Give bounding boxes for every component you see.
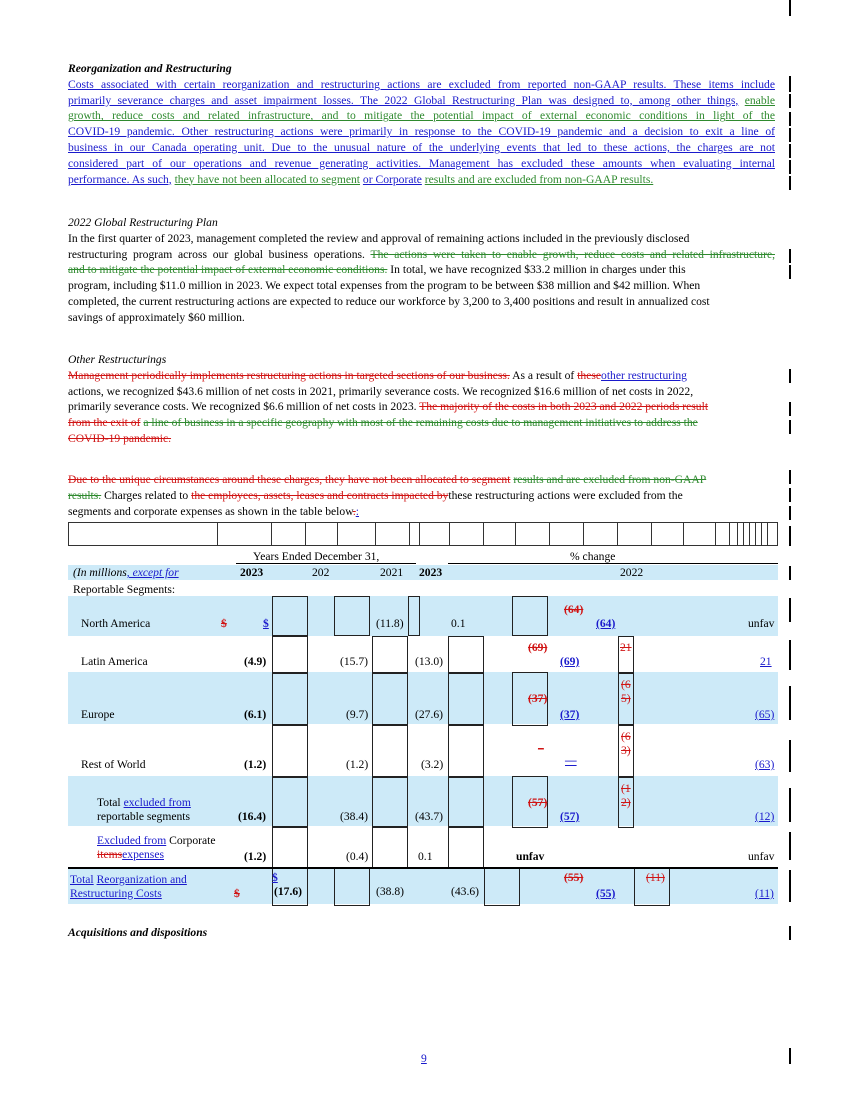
other-line: from the exit of a line of business in a specific geography with most of the remaining costs due to management initiatives to address the xyxy=(68,416,698,430)
change-bar xyxy=(789,369,791,383)
reorg-line: growth, reduce costs and related infrastructure, and to mitigate the potential impact of external economic conditions in light of the xyxy=(68,109,775,123)
table-cell xyxy=(372,776,408,828)
cell-value: (37) xyxy=(528,692,548,705)
row-label: Rest of World xyxy=(81,758,146,771)
change-bar xyxy=(789,420,791,434)
cell-value: (6.1) xyxy=(244,708,267,721)
unique-line: results. Charges related to the employees, assets, leases and contracts impacted bythese restructuring actions were excluded from the xyxy=(68,488,683,502)
cell-value: (3.2) xyxy=(421,758,444,771)
cell-value: $ xyxy=(221,617,227,630)
reorg-line: COVID-19 pandemic. Other restructuring actions were primarily in response to the COVID-19 pandemic and a decision to exit a line of xyxy=(68,125,775,139)
cell-value: 21 xyxy=(620,641,632,654)
pct-header: % change xyxy=(570,550,616,563)
plan-line: program, including $11.0 million in 2023. We expect total expenses from the program to be between $38 million and $42 million. When xyxy=(68,279,701,293)
table-cell xyxy=(272,724,308,778)
change-bar xyxy=(789,566,791,580)
row-label: Total Reorganization and xyxy=(70,873,187,886)
units-label: (In millions, except for xyxy=(73,566,179,579)
page-number: 9 xyxy=(421,1052,427,1065)
other-line: primarily severance costs. We recognized $6.6 million of net costs in 2023. The majority of the costs in both 2023 and 2022 periods result xyxy=(68,400,709,414)
other-heading: Other Restructurings xyxy=(68,353,167,366)
cell-value: (27.6) xyxy=(415,708,444,721)
col-2022: 2022 xyxy=(620,566,644,579)
change-bar xyxy=(789,249,791,263)
reorg-section xyxy=(68,61,775,187)
cell-value: (69) xyxy=(528,641,548,654)
plan-line: restructuring program across our global business operations. The actions were taken to enable growth, reduce costs and related infrastructure, xyxy=(68,247,775,261)
row-bg xyxy=(68,596,778,636)
cell-value: unfav xyxy=(748,850,775,863)
row-label: Total excluded from xyxy=(97,796,191,809)
reportable-label: Reportable Segments: xyxy=(73,583,176,596)
row-label: Excluded from Corporate xyxy=(97,834,216,847)
years-header: Years Ended December 31, xyxy=(253,550,380,563)
cell-value: 0.1 xyxy=(418,850,433,863)
cell-value: (38.4) xyxy=(340,810,369,823)
change-bar xyxy=(789,788,791,822)
cell-value: 3) xyxy=(621,744,631,757)
cell-value: (55) xyxy=(564,871,584,884)
cell-value: (11.8) xyxy=(376,617,404,630)
table-cell xyxy=(372,636,408,674)
cell-value: (11) xyxy=(755,887,774,900)
cell-value: (57) xyxy=(560,810,580,823)
change-bar xyxy=(789,686,791,720)
cell-value: 0.1 xyxy=(451,617,466,630)
table-cell xyxy=(448,724,484,778)
cell-value: (4.9) xyxy=(244,655,267,668)
table-grid-row xyxy=(68,522,778,546)
change-bar xyxy=(789,128,791,142)
acquisitions-heading: Acquisitions and dispositions xyxy=(68,926,208,939)
change-bar xyxy=(789,598,791,622)
cell-value: (43.7) xyxy=(415,810,444,823)
reorg-line: primarily severance charges and asset impairment losses. The 2022 Global Restructuring Plan was designed to, among other things, enable xyxy=(68,93,775,107)
table-cell xyxy=(484,868,520,906)
other-line: COVID-19 pandemic. xyxy=(68,431,172,445)
table-cell xyxy=(372,672,408,726)
cell-value: – xyxy=(538,742,544,755)
cell-value: — xyxy=(565,754,577,767)
table-cell xyxy=(448,636,484,674)
cell-value: (0.4) xyxy=(346,850,369,863)
cell-value: 21 xyxy=(760,655,772,668)
plan-heading: 2022 Global Restructuring Plan xyxy=(68,216,218,229)
change-bar xyxy=(789,160,791,174)
cell-value: unfav xyxy=(748,617,775,630)
years-header-rule xyxy=(236,563,416,564)
cell-value: $ xyxy=(234,887,240,900)
row-label: Latin America xyxy=(81,655,148,668)
row-label: Restructuring Costs xyxy=(70,887,162,900)
change-bar xyxy=(789,926,791,940)
cell-value: (64) xyxy=(564,603,584,616)
cell-value: (6 xyxy=(621,730,631,743)
table-cell xyxy=(334,596,370,636)
change-bar xyxy=(789,265,791,279)
col-2023b: 2023 xyxy=(419,566,443,579)
cell-value: (55) xyxy=(596,887,616,900)
table-cell xyxy=(512,596,548,636)
reorg-line: considered part of our operations and revenue generating activities. Management has excluded these amounts when evaluating internal xyxy=(68,156,775,170)
cell-value: 2) xyxy=(621,796,631,809)
cell-value: (1.2) xyxy=(346,758,369,771)
cell-value: unfav xyxy=(516,850,545,863)
cell-value: 5) xyxy=(621,692,631,705)
change-bar xyxy=(789,870,791,902)
change-bar xyxy=(789,640,791,670)
plan-line: and to mitigate the potential impact of external economic conditions. In total, we have recognized $33.2 million in charges under this xyxy=(68,263,686,277)
col-2023: 2023 xyxy=(240,566,264,579)
reorg-line: Costs associated with certain reorganization and restructuring actions are excluded from reported non-GAAP results. These items include xyxy=(68,77,775,91)
table-cell xyxy=(272,596,308,636)
reorg-line: business in our Canada operating unit. Due to the unusual nature of the underlying events that led to these actions, the charges are not xyxy=(68,140,775,154)
change-bar xyxy=(789,176,791,190)
plan-line: completed, the current restructuring actions are expected to reduce our workforce by 3,200 to 3,400 positions and result in annualized cost xyxy=(68,294,710,308)
change-bar xyxy=(789,526,791,546)
col-2021: 2021 xyxy=(380,566,404,579)
table-cell xyxy=(372,724,408,778)
change-bar xyxy=(789,112,791,126)
row-label: Europe xyxy=(81,708,115,721)
cell-value: (1.2) xyxy=(244,850,267,863)
grand-total-rule xyxy=(68,867,778,869)
cell-value: (57) xyxy=(528,796,548,809)
cell-value: (63) xyxy=(755,758,775,771)
table-cell xyxy=(448,826,484,868)
other-line: Management periodically implements restructuring actions in targeted sections of our business. As a result of theseother restructuring xyxy=(68,368,687,382)
change-bar xyxy=(789,76,791,92)
row-label: itemsexpenses xyxy=(97,848,164,861)
change-bar xyxy=(789,832,791,860)
table-cell xyxy=(272,826,308,868)
cell-value: $ xyxy=(263,617,269,630)
change-bar xyxy=(789,470,791,484)
unique-line: segments and corporate expenses as shown in the table below.: xyxy=(68,504,359,518)
cell-value: (13.0) xyxy=(415,655,444,668)
unique-line: Due to the unique circumstances around these charges, they have not been allocated to segment results and are excluded from non-GAAP xyxy=(68,473,707,486)
cell-value: (11) xyxy=(646,871,665,884)
table-cell xyxy=(448,776,484,828)
change-bar xyxy=(789,402,791,416)
plan-section xyxy=(68,215,775,326)
pct-header-rule xyxy=(448,563,778,564)
cell-value: (15.7) xyxy=(340,655,369,668)
row-label: reportable segments xyxy=(97,810,191,823)
table-cell xyxy=(372,826,408,868)
table-cell xyxy=(334,868,370,906)
cell-value: (43.6) xyxy=(451,885,480,898)
plan-line: In the first quarter of 2023, management completed the review and approval of remaining actions included in the previously disclosed xyxy=(68,231,690,245)
cell-value: (38.8) xyxy=(376,885,405,898)
cell-value: (16.4) xyxy=(238,810,267,823)
table-cell xyxy=(272,672,308,726)
change-bar xyxy=(789,144,791,158)
plan-line: savings of approximately $60 million. xyxy=(68,310,245,324)
cell-value: (64) xyxy=(596,617,616,630)
reorg-line: performance. As such, they have not been allocated to segment or Corporate results and are excluded from non-GAAP results. xyxy=(68,172,654,186)
change-bar xyxy=(789,740,791,772)
cell-value: (9.7) xyxy=(346,708,369,721)
cell-value: $ xyxy=(272,871,278,884)
table-cell xyxy=(272,776,308,828)
change-bar xyxy=(789,0,791,16)
cell-value: (6 xyxy=(621,678,631,691)
cell-value: (65) xyxy=(755,708,775,721)
reorg-heading: Reorganization and Restructuring xyxy=(68,62,232,75)
cell-value: (17.6) xyxy=(274,885,303,898)
table-cell xyxy=(408,596,420,636)
change-bar xyxy=(789,488,791,502)
col-202: 202 xyxy=(312,566,330,579)
table-cell xyxy=(448,672,484,726)
cell-value: (1.2) xyxy=(244,758,267,771)
cell-value: (37) xyxy=(560,708,580,721)
other-line: actions, we recognized $43.6 million of net costs in 2021, primarily severance costs. We recognized $16.6 million of net costs in 2022, xyxy=(68,384,694,398)
cell-value: (1 xyxy=(621,782,631,795)
other-section xyxy=(68,352,775,447)
change-bar xyxy=(789,506,791,520)
cell-value: (12) xyxy=(755,810,775,823)
cell-value: (69) xyxy=(560,655,580,668)
change-bar xyxy=(789,1048,791,1064)
unique-section xyxy=(68,472,775,519)
change-bar xyxy=(789,94,791,108)
row-label: North America xyxy=(81,617,151,630)
table-cell xyxy=(272,636,308,674)
